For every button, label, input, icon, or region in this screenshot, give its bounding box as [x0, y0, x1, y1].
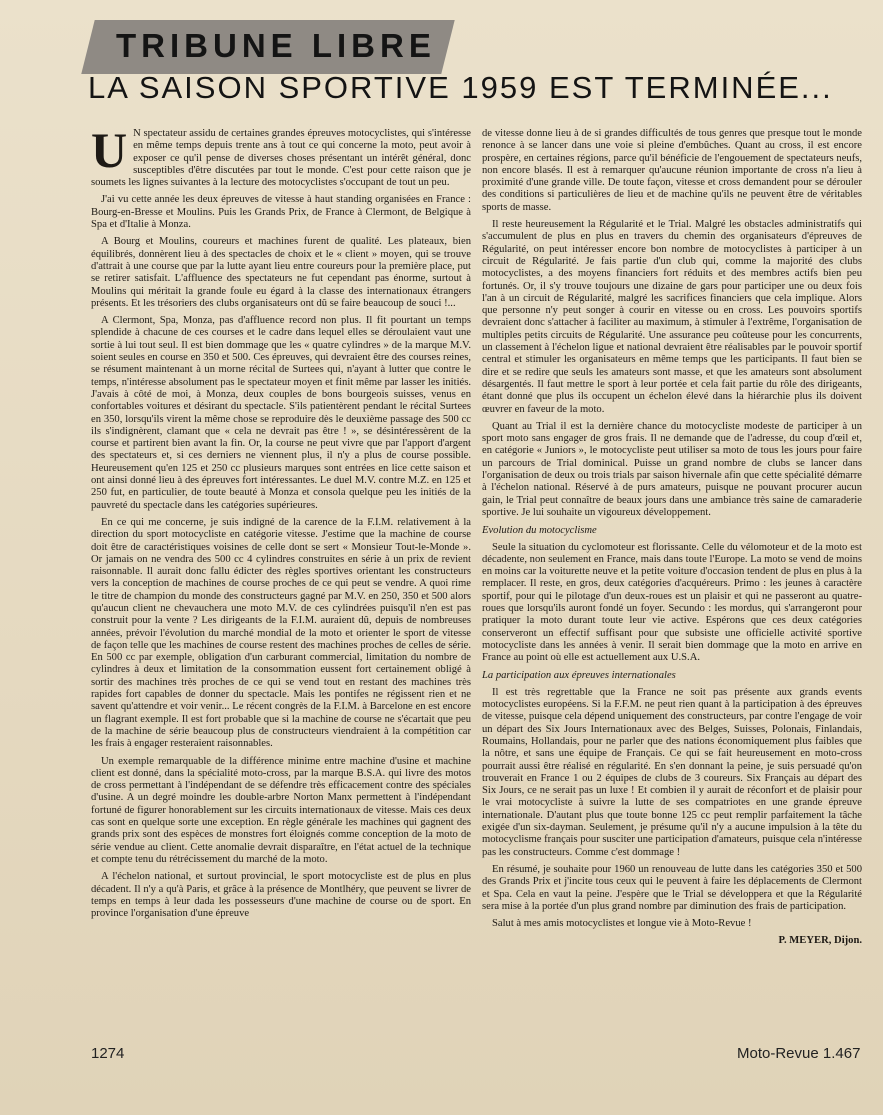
- paragraph: Quant au Trial il est la dernière chance du motocycliste modeste de participer à un sport moto sans engager de gros frais. Il ne demande que de l'adresse, du coup d'œil et, en catégorie « Juniors », le motocycliste peut utiliser sa moto de tous les jours pour faire un parcours de Trial dominical. Puisse un grand nombre de clubs se lancer dans l'organisation de deux ou trois trials par saison hivernale afin que cette spécialité démarre à l'échelon national. Réservé à de purs amateurs, puisque ne pouvant procurer aucun gain, le Trial peut connaître de beaux jours dans une ambiance très saine de camaraderie sportive. Je lui souhaite un vigoureux développement.: [482, 420, 862, 518]
- paragraph: Seule la situation du cyclomoteur est florissante. Celle du vélomoteur et de la moto est décadente, non seulement en France, mais dans toute l'Europe. La moto se vend de moins en moins car la voiturette neuve et la petite voiture d'occasion tendent de plus en plus à la remplacer. Il reste, en gros, deux catégories d'acquéreurs. Primo : les jeunes à caractère sportif, pour qui le pilotage d'un deux-roues est un plaisir et qui ne passeront au quatre-roues que lorsqu'ils auront fondé un foyer. Secundo : les mordus, qui s'arrangeront pour pratiquer la moto durant toute leur vie active. Espérons que ces deux catégories conserveront un effectif suffisant pour que subsiste une officielle activité sportive motocycliste dans les années à venir. Il serait bien dommage que la moto en arrive en France au point où elle est actuellement aux U.S.A.: [482, 541, 862, 664]
- paragraph: N spectateur assidu de certaines grandes épreuves motocyclistes, qui s'intéresse en même temps depuis trente ans à tout ce qui concerne la moto, peut avoir à exposer ce qu'il pense de diverses choses présentant un intérêt général, donc susceptibles d'être discutées par tout le monde. C'est pour cette raison que je soumets les lignes suivantes à la lecture des motocyclistes s'occupant de tout un peu.: [91, 128, 471, 189]
- paragraph: En ce qui me concerne, je suis indigné de la carence de la F.I.M. relativement à la direction du sport motocycliste en catégorie vitesse. J'estime que la machine de course doit être de caractéristiques voisines de celle dont se sert « Monsieur Tout-le-Monde ». Or jamais on ne vendra des 500 cc 4 cylindres construites en série à un prix de revient raisonnable. Il aurait donc fallu édicter des règles sportives orientant les constructeurs vers la conception de machines de course proches de ce qui peut se vendre. A quoi rime le titre de champion du monde des constructeurs gagné par M.V. en 250, 350 et 500 alors qu'aucun client ne chevauchera une moto M.V. de ces cylindrées puisqu'il n'en est pas construit pour la vente ? Les dirigeants de la F.I.M. auraient dû, depuis de nombreuses années, prévoir l'évolution du marché mondial de la moto et orienter le sport de vitesse de façon telle que les machines de course restent des machines proches de celles de série. En 500 cc par exemple, obligation d'un carburant commercial, limitation du nombre de cylindres à deux et limitation de la consommation eussent fort certainement obligé à sortir des machines très proches de ce qui se vend tout en restant des machines très rapides fort capables de donner du spectacle. Mais les pontifes ne régissent rien et ne savent qu'attendre et voir venir... Le récent congrès de la F.I.M. à Barcelone en est encore un flagrant exemple. Il est fort probable que si la machine de course ne s'écartait que peu de la machine de série beaucoup plus de constructeurs viendraient à la compétition car les frais à engager resteraient raisonnables.: [91, 516, 471, 750]
- paragraph: Salut à mes amis motocyclistes et longue vie à Moto-Revue !: [492, 918, 752, 930]
- subheading: Evolution du motocyclisme: [482, 525, 597, 537]
- paragraph: de vitesse donne lieu à de si grandes difficultés de tous genres que presque tout le monde renonce à se lancer dans une voie si pleine d'embûches. Quant au cross, il est encore prospère, en certaines régions, parce qu'il bénéficie de l'engouement de spectateurs neufs, non encore blasés. Il est à remarquer qu'aucune réunion importante de cross n'a lieu à proximité d'une grande ville. De toute façon, vitesse et cross demandent pour se dérouler des conditions si particulières de lieu et de machine qu'ils ne peuvent être de véritables sports de masse.: [482, 128, 862, 213]
- page-number: 1274: [91, 1045, 125, 1062]
- paragraph: A Bourg et Moulins, coureurs et machines furent de qualité. Les plateaux, bien équilibrés, donnèrent lieu à des spectacles de choix et le « client » moyen, qui se trouve d'attrait à une course que par la lutte ayant lieu entre coureurs pour la première place, put se retirer satisfait. L'affluence des spectateurs ne fut cependant pas énorme, surtout à Moulins qui méritait la grande foule eu égard à la classe des internationaux étrangers présents. Et les trésoriers des clubs organisateurs ont dû se faire beaucoup de souci !...: [91, 236, 471, 309]
- paragraph: Il est très regrettable que la France ne soit pas présente aux grands events motocyclistes européens. Si la F.F.M. ne peut rien quant à la participation à des épreuves de vitesse, puisque cela dépend uniquement des constructeurs, par contre l'engage de voir un départ des Six Jours Internationaux avec des Belges, Suisses, Polonais, Finlandais, Roumains, Hollandais, pour ne parler que des nations économiquement plus faibles que la nôtre, et sans une équipe de Français. Ce qui se fait heureusement en moto-cross pourrait aussi être réalisé en régularité. En s'en donnant la peine, je suis persuadé qu'on trouverait en France 1 ou 2 équipes de clubs de 3 coureurs. Six Français au départ des Six Jours, ce ne serait pas un luxe ! Et combien il y aurait de réconfort et de plaisir pour le vrai motocycliste à suivre la lutte de ses compatriotes en une grande épreuve internationale. D'autant plus que toute bonne 125 cc peut remplir parfaitement la tâche exigée d'un six-dayman. Seulement, je présume qu'il n'y a aucune impulsion à la tête du motocyclisme français pour susciter une participation d'amateurs, puisque cela n'intéresse pas les constructeurs. Comme c'est dommage !: [482, 686, 862, 858]
- left-column: [91, 122, 471, 925]
- paragraph: A l'échelon national, et surtout provincial, le sport motocycliste est de plus en plus décadent. Il n'y a qu'à Paris, et grâce à la présence de Montlhéry, que peuvent se livrer de temps en temps à leur dada les possesseurs d'une machine de course ou de sport. En province l'organisation d'une épreuve: [91, 871, 471, 920]
- author-signature: P. MEYER, Dijon.: [778, 935, 862, 947]
- right-column: [482, 128, 862, 953]
- subheading: La participation aux épreuves internationales: [482, 670, 676, 682]
- paragraph: Un exemple remarquable de la différence minime entre machine d'usine et machine client est donné, dans la spécialité moto-cross, par la marque B.S.A. qui livre des motos de cross permettant à l'indépendant de se défendre très efficacement contre des spéciales d'usine. A un degré moindre les double-arbre Norton Manx permettent à l'indépendant fortuné de figurer honorablement sur les circuits internationaux de vitesse. Mais ces deux cas sont en quelque sorte une exception. En règle générale les machines qui gagnent des grands prix sont des espèces de monstres fort éloignés comme conception de la moto de série vendue au client. Cette anomalie devrait disparaître, en l'état actuel de la technique et compte tenu du rétrécissement du marché de la moto.: [91, 755, 471, 865]
- paragraph: Il reste heureusement la Régularité et le Trial. Malgré les obstacles administratifs qui s'accumulent de plus en plus en travers du chemin des organisateurs d'épreuves de Régularité, on peut intéresser encore bon nombre de motocyclistes à participer à un circuit de Régularité. Je fais partie d'un club qui, comme la majorité des clubs motocyclistes, a des moyens financiers fort réduits et des membres actifs bien peu fortunés. Or, il s'y trouve toujours une dizaine de gars pour participer une ou deux fois l'an à un circuit de Régularité, malgré les sacrifices financiers que cela implique. Alors que personne n'y peut songer à courir en vitesse ou en cross. Les pouvoirs sportifs devraient donc s'attacher à faciliter au maximum, à stimuler à l'extrême, l'organisation de multiples petits circuits de Régularité. Une assurance peu coûteuse pour les concurrents, un classement à l'échelon ligue et national devraient être réalisables par le pouvoir sportif central et stimuler les organisateurs en même temps que les participants. Il faut bien se dire et se redire que seuls les amateurs sont masse, et que les amateurs sont absolument désargentés. Il faut mettre le sport à leur portée et cela fait partie du rôle des dirigeants, étant donné que plus ils occupent un échelon élevé dans la hiérarchie plus ils doivent œuvrer en faveur de la moto.: [482, 219, 862, 415]
- article-headline: LA SAISON SPORTIVE 1959 EST TERMINÉE...: [88, 70, 833, 105]
- drop-cap: U: [91, 122, 128, 178]
- paragraph: J'ai vu cette année les deux épreuves de vitesse à haut standing organisées en France : Bourg-en-Bresse et Moulins. Puis les Grands Prix, de France à Clermont, de Belgique à Spa et d'Italie à Monza.: [91, 194, 471, 231]
- paragraph: A Clermont, Spa, Monza, pas d'affluence record non plus. Il fit pourtant un temps splendide à chacune de ces courses et le cadre dans lequel elles se déroulaient vaut une sortie à lui tout seul. Il est bien dommage que les « quatre cylindres » de la marque M.V. soient seules en course en 350 et 500. Ces épreuves, qui devraient être des courses reines, se résument maintenant à un morne récital de Surtees qui, n'ayant à lutter que contre le temps, n'intéresse absolument pas le spectateur moyen et finit même par lasser les initiés. J'avais à côté de moi, à Monza, deux couples de bons bourgeois suisses, venus en confortables voitures et désirant du spectacle. S'ils patientèrent pendant le récital Surtees en 350, lorsqu'ils virent la même chose se reproduire dès le deuxième passage des 500 cc ils s'indignèrent, clamant que « cela ne devrait pas être ! », se désintéressèrent de la course et partirent bien avant la fin. Or, la course ne peut vivre que par l'apport d'argent des spectateurs et, si ces derniers ne viennent plus, il n'y a plus de course possible. Heureusement qu'en 125 et 250 cc plusieurs marques sont entrées en lice cette saison et ont ainsi donné lieu à des épreuves fort intéressantes. Le duel M.V. contre M.Z. en 125 et 250 fut, en particulier, de toute beauté à Monza et consola quelque peu les initiés de la pauvreté du spectacle dans les catégories supérieures.: [91, 315, 471, 511]
- section-kicker: TRIBUNE LIBRE: [116, 27, 436, 64]
- issue-label: Moto-Revue 1.467: [737, 1045, 861, 1062]
- paragraph: En résumé, je souhaite pour 1960 un renouveau de lutte dans les catégories 350 et 500 des Grands Prix et j'incite tous ceux qui le peuvent à faire les déplacements de Clermont et Spa. Cela en vaut la peine. J'espère que le Trial se développera et que la Régularité sera mise à la portée d'un plus grand nombre par diminution des frais de participation.: [482, 863, 862, 912]
